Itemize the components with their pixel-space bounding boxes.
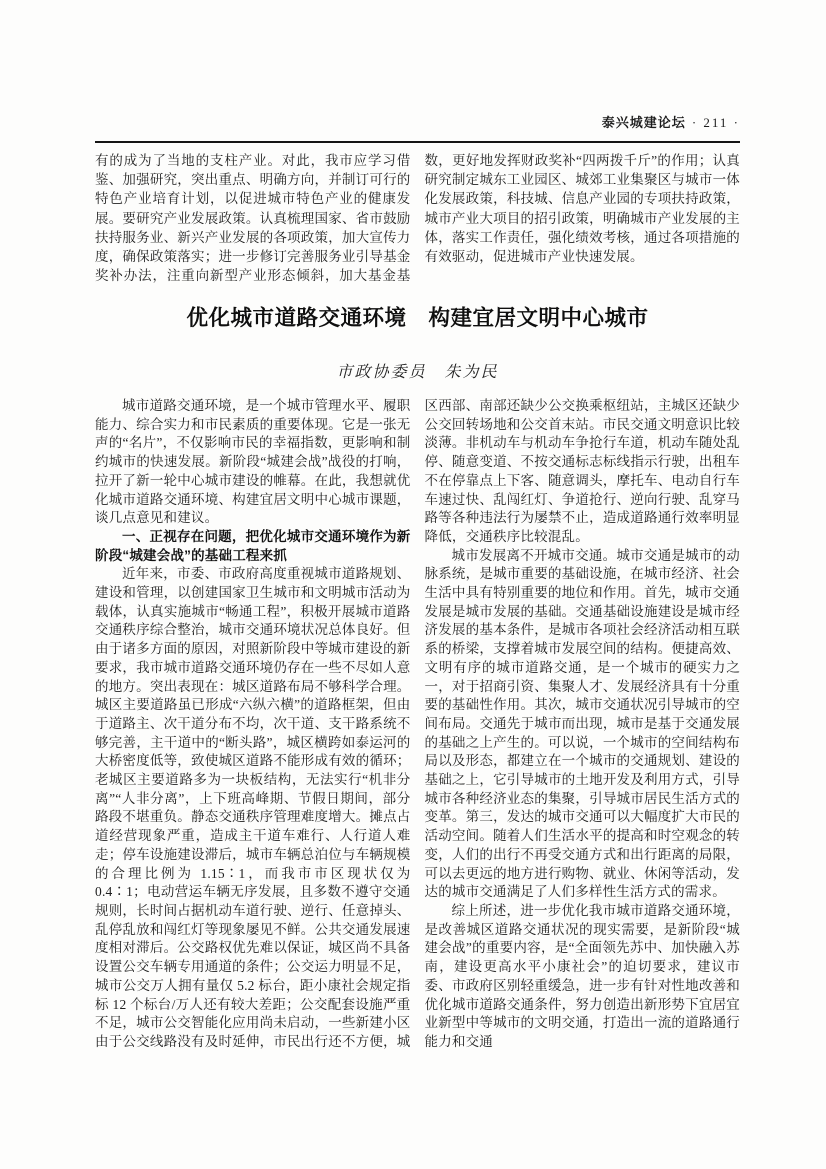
body-paragraph: 城市道路交通环境，是一个城市管理水平、履职能力、综合实力和市民素质的重要体现。它是一张无声的“名片”，不仅影响市民的幸福指数，更影响和制约城市的快速发展。新阶段“城建会战”战役的打响，拉开了新一轮中心城市建设的帷幕。在此，我想就优化城市道路交通环境、构建宜居文明中心城市课题，谈几点意见和建议。 <box>95 398 411 526</box>
running-head <box>95 114 740 132</box>
article-title: 优化城市道路交通环境 构建宜居文明中心城市 <box>186 306 649 330</box>
page-number: · 211 · <box>691 115 740 130</box>
journal-title: 泰兴城建论坛 <box>601 115 686 130</box>
article-byline <box>95 359 740 382</box>
section-heading: 一、正视存在问题，把优化城市交通环境作为新阶段“城建会战”的基础工程来抓 <box>95 528 411 563</box>
body-paragraph: 近年来，市委、市政府高度重视城市道路规划、建设和管理，以创建国家卫生城市和文明城市活动为载体，认真实施城市“畅通工程”，积极开展城市道路交通秩序综合整治，城市交通环境状况总体良好。但由于诸多方面的原因，对照新阶段中等城市建设的新要求，我市城市道路交通环境仍存在一些不尽如人意的地方。突出表现在：城区道路布局不够科学合理。城区主要道路虽已形成“六纵六横”的道路框架，但由于道路主、次干道分布不均，次干道、支干路系统不够完善，主干道中的“断头路”，城区横跨如泰运河的大桥密度低等，致使城区道路不能形成有效的循环；老城区主要道路多为一块板结构，无法实行“机非分离”“人非分离”，上下班高峰期、节假日期间，部分路段不堪重负。静态交通秩序管理难度增大。摊点占道经营现象严重，造成主干道车难行、人行道人难走；停车设施建设滞后，城市车辆总泊位与车辆规模的合理比例为 1.15∶1，而我市市区现状仅为 0.4∶1；电动营运车辆无序发展，且多数不遵守交通规则，长时间占据机动车道行驶、逆行、任意掉头、乱停乱放和闯红灯等现象屡见不鲜。公共交通发展速度相对滞后。公交路权优先难以保证，城区尚不具备设置公交车辆专用通道的条件；公交运力明显不足，城市公交万人拥有量仅 5.2 标台，距小康社会规定指标 12 个标台/万人还有较大差距；公交配套设施严重不足，城市公交智能化应用尚未启动，一些新建小区由于公交线路没有及时延伸，市民出行还不方便，城区西部、南部还缺少公交换乘枢纽站，主城区还缺少公交回转场地和公交首末站。市民交通文明意识比较淡薄。非机动车与机动车争抢行车道，机动车随处乱停、随意变道、不按交通标志标线指示行驶，出租车不在停靠点上下客、随意调头，摩托车、电动自行车车速过快、乱闯红灯、争道抢行、逆向行驶、乱穿马路等各种违法行为屡禁不止，造成道路通行效率明显降低，交通秩序比较混乱。 <box>95 398 740 1049</box>
byline-author-role: 市政协委员 <box>336 364 427 381</box>
body-paragraph: 城市发展离不开城市交通。城市交通是城市的动脉系统，是城市重要的基础设施，在城市经济、社会生活中具有特别重要的地位和作用。首先，城市交通发展是城市发展的基础。交通基础设施建设是城市经济发展的基本条件，是城市各项社会经济活动相互联系的桥梁，支撑着城市发展空间的结构。便捷高效、文明有序的城市道路交通，是一个城市的硬实力之一，对于招商引资、集聚人才、发展经济具有十分重要的基础性作用。其次，城市交通状况引导城市的空间布局。交通先于城市而出现，城市是基于交通发展的基础之上产生的。可以说，一个城市的空间结构布局以及形态，都建立在一个城市的交通规划、建设的基础之上，它引导城市的土地开发及利用方式，引导城市各种经济业态的集聚，引导城市居民生活方式的变革。第三，发达的城市交通可以大幅度扩大市民的活动空间。随着人们生活水平的提高和时空观念的转变，人们的出行不再受交通方式和出行距离的局限，可以去更远的地方进行购物、就业、休闲等活动，发达的城市交通满足了人们多样性生活方式的需求。 <box>424 547 740 900</box>
body-paragraph: 综上所述，进一步优化我市城市道路交通环境，是改善城区道路交通状况的现实需要，是新阶段“城建会战”的重要内容，是“全面领先苏中、加快融入苏南，建设更高水平小康社会”的迫切要求，建议市委、市政府区别轻重缓急，进一步有针对性地改善和优化城市道路交通条件，努力创造出新形势下宜居宜业新型中等城市的文明交通，打造出一流的道路通行能力和交通 <box>424 902 740 1049</box>
article-body <box>95 397 740 1053</box>
previous-article-text: 有的成为了当地的支柱产业。对此，我市应学习借鉴、加强研究，突出重点、明确方向，并制订可行的特色产业培育计划，以促进城市特色产业的健康发展。要研究产业发展政策。认真梳理国家、省市鼓励扶持服务业、新兴产业发展的各项政策，加大宣传力度，确保政策落实；进一步修订完善服务业引导基金奖补办法，注重向新型产业形态倾斜，加大基金基数，更好地发挥财政奖补“四两拨千斤”的作用；认真研究制定城东工业园区、城郊工业集聚区与城市一体化发展政策，科技城、信息产业园的专项扶持政策，城市产业大项目的招引政策，明确城市产业发展的主体，落实工作责任，强化绩效考核，通过各项措施的有效驱动，促进城市产业快速发展。 <box>95 153 740 284</box>
byline-author-name: 朱为民 <box>444 364 499 381</box>
previous-article-continuation <box>95 151 740 287</box>
header-rule-divider <box>95 141 740 143</box>
